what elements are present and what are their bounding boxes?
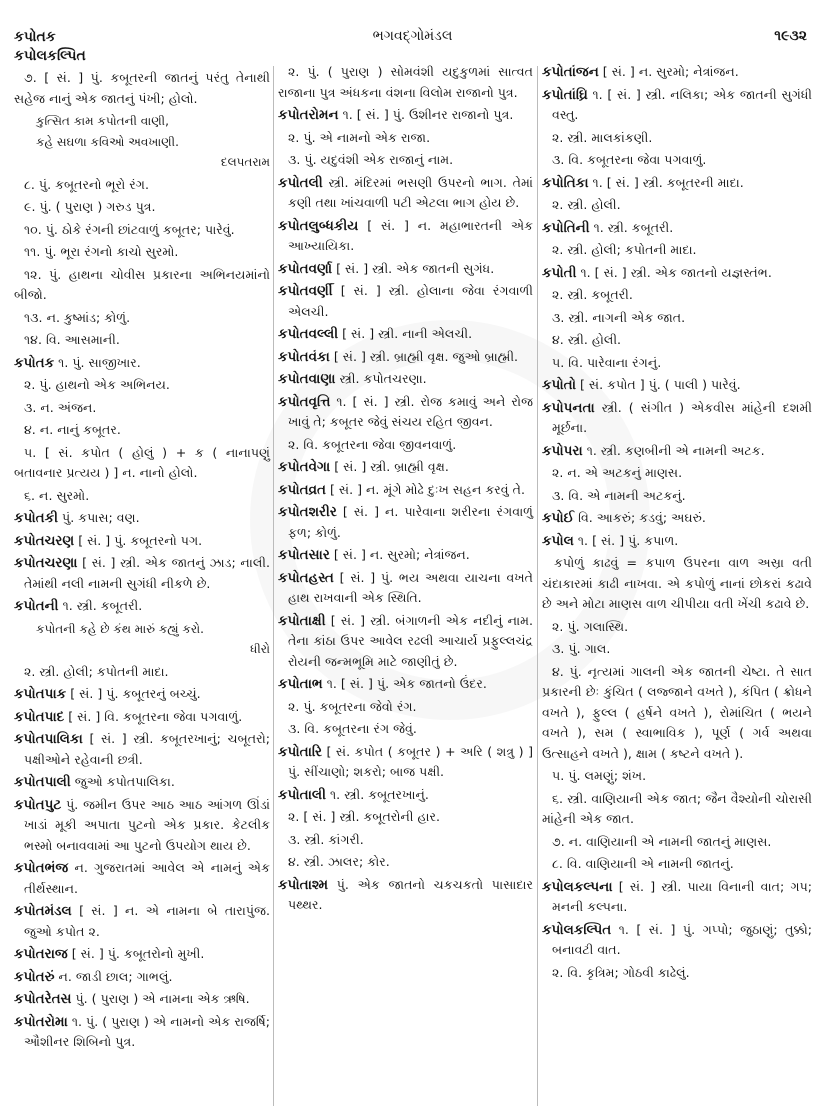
definition-text: [ સં. ] સ્ત્રી. બ્રાહ્મી વૃક્ષ. જુઓ બ્રાહ્મી. — [333, 348, 519, 364]
book-title: ભગવદ્ગોમંડલ — [372, 28, 453, 44]
entry-sense — [542, 150, 812, 171]
definition-text: [ સં. ] સ્ત્રી. બ્રાહ્મી વૃક્ષ. — [334, 459, 449, 474]
entry-sense — [542, 308, 812, 329]
headword: કપોતી — [542, 264, 577, 281]
column-1 — [14, 68, 270, 1055]
definition-text: ૧૧. પું. ભૂરા રંગનો કાચો સુરમો. — [24, 244, 179, 259]
entry-sense — [542, 639, 812, 660]
headword: કપોતવંકા — [278, 348, 330, 365]
dictionary-entry — [542, 173, 812, 194]
headword: કપોતપાલિકા — [14, 731, 83, 747]
entry-sense — [542, 963, 812, 984]
column-divider — [537, 66, 538, 1106]
dictionary-entry — [278, 674, 533, 695]
definition-text: સ્ત્રી. ( સંગીત ) એકવીસ માંહેની દશમી મૂર્છના. — [552, 399, 812, 435]
definition-text: ૨. વિ. કબૂતરના જેવા જીવનવાળું. — [288, 436, 457, 452]
headword: કપોલકલ્પિત — [542, 921, 612, 938]
definition-text: [ સં. ] સ્ત્રી. કબૂતરખાનું; ચબૂતરો; પક્ષીઓને રહેવાની છત્રી. — [24, 731, 270, 767]
definition-text: ૩. પું. યદુવંશી એક રાજાનું નામ. — [288, 152, 454, 167]
headword: કપોતવૃત્તિ — [278, 393, 331, 410]
entry-sense — [14, 486, 270, 507]
definition-text: પું. ( પુરાણ ) એ નામના એક ઋષિ. — [75, 991, 250, 1006]
definition-text: ૬. સ્ત્રી. વાણિયાની એક જાત; જૈન વૈશ્યોની ચોરાસી માંહેની એક જાત. — [542, 790, 812, 826]
definition-text: ૧. [ સં. ] પું. ઉશીનર રાજાનો પુત્ર. — [342, 107, 514, 122]
headword: કપોતવર્ણી — [278, 283, 333, 299]
dictionary-entry — [278, 568, 533, 609]
dictionary-entry — [542, 62, 812, 83]
headword: કપોતકી — [14, 510, 59, 526]
definition-text: [ સં. ] ન. સુરમો; નેત્રાંજન. — [602, 64, 739, 79]
definition-text: ૩. પું. ગાલ. — [552, 641, 611, 656]
definition-text: [ સં. ] વિ. કબૂતરના જેવા પગવાળું. — [68, 708, 243, 724]
definition-text: [ સં. ] સ્ત્રી. બંગાળની એક નદીનું નામ. તેના કાંઠા ઉપર આવેલ રઢલી આચાર્ય પ્રફુલ્લચંદ્ર રોયની જન્મભૂમિ માટે જાણીતું છે. — [288, 612, 533, 669]
entry-sense — [14, 175, 270, 196]
definition-text: [ સં. ] પું. કબૂતરનો પગ. — [78, 532, 203, 548]
entry-sense — [542, 128, 812, 149]
definition-text: ૭. [ સં. ] પું. કબૂતરની જાતનું પરંતુ તેનાથી સહેજ નાનું એક જાતનું પંખી; હોલો. — [14, 70, 270, 106]
definition-text: ૨. સ્ત્રી. માલકાંકણી. — [552, 129, 653, 145]
dictionary-entry — [278, 324, 533, 345]
headword: કપોતાશ્મ — [278, 876, 329, 893]
definition-text: પું. જમીન ઉપર આઠ આઠ આંગળ ઊંડાં ખાડાં મૂકી અપાતા પુટનો એક પ્રકાર. કેટલીક ભસ્મો બનાવવામાં આ પુટનો ઉપયોગ થાય છે. — [24, 796, 270, 853]
headword: કપોતો — [542, 377, 576, 393]
entry-sense — [14, 220, 270, 241]
column-3 — [542, 62, 812, 985]
entry-sense — [14, 68, 270, 109]
headword: કપોતની — [14, 598, 59, 614]
entry-sense — [542, 330, 812, 351]
headword: કપોતરું — [14, 968, 55, 985]
dictionary-entry — [14, 707, 270, 728]
headword: કપોઈ — [542, 510, 575, 526]
definition-text: [ સં. ] સ્ત્રી. એક જાતનું ઝાડ; નાલી. તેમાંથી નલી નામની સુગંધી નીકળે છે. — [24, 555, 271, 591]
definition-text: પું. કપાસ; વણ. — [62, 510, 140, 525]
entry-sense — [542, 353, 812, 374]
definition-text: પું. એક જાતનો ચકચકતો પાસાદાર પથ્થર. — [288, 876, 533, 912]
quotation-line: કહે સઘળા કવિઓ અવખાણી. — [36, 134, 179, 149]
guide-word-last: કપોલકલ્પિત — [14, 48, 86, 64]
definition-text: [ સં. કપોત ( કબૂતર ) + અરિ ( શત્રુ ) ] પું. સીંચાણો; શકરો; બાજ પક્ષી. — [288, 743, 533, 779]
entry-sense — [14, 443, 270, 484]
dictionary-entry — [14, 795, 270, 857]
definition-text: ૨. પું. ગલાસ્થિ. — [552, 618, 629, 634]
definition-text: ૨. પું. હાથનો એક અભિનય. — [24, 377, 170, 392]
definition-text: ૧. સ્ત્રી. કબૂતરી. — [62, 598, 143, 613]
dictionary-entry — [278, 611, 533, 673]
entry-sense — [14, 197, 270, 218]
entry-sense — [542, 617, 812, 638]
headword: કપોતરોમન — [278, 107, 339, 123]
definition-text: ૨. પું. કબૂતરના જેવો રંગ. — [288, 698, 417, 714]
definition-text: ૨. સ્ત્રી. હોલી. — [552, 197, 621, 212]
headword: કપોલકલ્પના — [542, 878, 613, 895]
entry-sense — [542, 832, 812, 853]
definition-text: ૧. [ સં. ] સ્ત્રી. રોજ કમાવું અને રોજ ખાવું તે; કબૂતર જેવું સંચય રહિત જીવન. — [288, 393, 533, 429]
dictionary-entry — [542, 398, 812, 439]
definition-text: ૨. સ્ત્રી. કબૂતરી. — [552, 287, 633, 302]
definition-text: ૨. પું. ( પુરાણ ) સોમવંશી યદુકુળમાં સાત્વત રાજાના પુત્ર અંધકના વંશના વિલોમ રાજાનો પુત્ર. — [278, 64, 533, 100]
definition-text: ૨. પું. એ નામનો એક રાજા. — [288, 129, 431, 145]
headword: કપોતિની — [542, 219, 590, 236]
headword: કપોતલી — [278, 174, 323, 191]
definition-text: ૪. પું. નૃત્યમાં ગાલની એક જાતની ચેષ્ટા. તે સાત પ્રકારની છેઃ કુંચિત ( લજ્જાને વખતે ), કંપિત ( ક્રોધને વખતે ), ફુલ્લ ( હર્ષને વખતે ), રોમાંચિત ( ભયને વખતે ), સમ ( સ્વાભાવિક ), પૂર્ણ ( ગર્વ અથવા ઉત્સાહને વખતે ), ક્ષામ ( કષ્ટને વખતે ). — [542, 663, 812, 761]
entry-sense — [542, 662, 812, 765]
entry-sense — [542, 766, 812, 787]
definition-text: ૧. [ સં. ] પું. એક જાતનો ઉંદર. — [326, 676, 487, 691]
headword: કપોતભંજ — [14, 860, 69, 876]
definition-text: ૪. સ્ત્રી. હોલી. — [552, 332, 622, 347]
dictionary-entry — [14, 989, 270, 1010]
dictionary-entry — [14, 1012, 270, 1053]
dictionary-entry — [14, 944, 270, 965]
entry-sense — [278, 128, 533, 149]
entry-sense — [14, 330, 270, 351]
headword: કપોતરોમા — [14, 1013, 68, 1030]
definition-text: ૧૩. ન. કુષ્માંડ; કોળું. — [24, 309, 131, 325]
guide-word-first: કપોતક — [14, 29, 56, 45]
entry-sense — [14, 375, 270, 396]
entry-sense — [542, 789, 812, 830]
dictionary-entry — [278, 281, 533, 322]
dictionary-entry — [542, 263, 812, 284]
entry-sense — [278, 62, 533, 103]
entry-sense — [542, 854, 812, 875]
definition-text: ૧. પું. ( પુરાણ ) એ નામનો એક રાજર્ષિ; ઔશીનર શિબિનો પુત્ર. — [24, 1013, 270, 1049]
dictionary-entry — [14, 596, 270, 617]
entry-sense — [542, 195, 812, 216]
dictionary-entry — [542, 85, 812, 126]
headword: કપોતારિ — [278, 743, 322, 760]
definition-text: ૧૪. વિ. આસમાની. — [24, 332, 120, 347]
headword: કપોતરાજ — [14, 946, 68, 962]
entry-sense — [14, 265, 270, 306]
definition-text: [ સં. ] સ્ત્રી. એક જાતની સુગંધ. — [336, 260, 495, 276]
definition-text: સ્ત્રી. મંદિરમાં ભસણી ઉપરનો ભાગ. તેમાં કણી તથા ખાંચવાળી પટી એટલા ભાગ હોય છે. — [288, 174, 533, 210]
entry-sense — [542, 463, 812, 484]
definition-text: ૪. સ્ત્રી. ઝાલર; કોર. — [288, 854, 390, 869]
definition-text: ૮. પું. કબૂતરનો ભૂરો રંગ. — [24, 176, 149, 192]
definition-text: ૧. [ સં. ] સ્ત્રી. નલિકા; એક જાતની સુગંધી વસ્તુ. — [552, 86, 812, 122]
column-2 — [278, 62, 533, 918]
dictionary-entry — [14, 684, 270, 705]
dictionary-entry — [542, 375, 812, 396]
headword: કપોતવ્રત — [278, 481, 326, 498]
definition-text: ૨. વિ. કૃત્રિમ; ગોઠવી કાઢેલું. — [552, 964, 690, 980]
headword: કપોતવલ્લી — [278, 326, 339, 342]
definition-text: ૬. ન. સુરમો. — [24, 487, 90, 503]
definition-text: ૭. ન. વાણિયાની એ નામની જાતનું માણસ. — [552, 833, 772, 849]
definition-text: [ સં. ] સ્ત્રી. હોલાના જેવા રંગવાળી એલચી. — [288, 283, 533, 319]
definition-text: વિ. આકરું; કડવું; અઘરું. — [578, 510, 706, 525]
headword: કપોતચરણા — [14, 555, 78, 571]
definition-text: ૧. [ સં. ] પું. કપાળ. — [577, 532, 679, 548]
definition-text: ૨. સ્ત્રી. હોલી; કપોતની માદા. — [24, 663, 169, 679]
definition-text: ૧. [ સં. ] પું. ગપ્પો; જુઠાણું; તુક્કો; બનાવટી વાત. — [552, 921, 812, 957]
headword: કપોતિકા — [542, 174, 589, 191]
headword: કપોતસાર — [278, 547, 330, 563]
headword: કપોતાક્ષી — [278, 612, 326, 629]
dictionary-entry — [278, 457, 533, 478]
headword: કપોતમંડલ — [14, 903, 72, 919]
dictionary-entry — [278, 173, 533, 214]
dictionary-entry — [278, 545, 533, 566]
definition-text: ૮. વિ. વાણિયાની એ નામની જાતનું. — [552, 856, 734, 871]
definition-text: ૫. વિ. પારેવાના રંગનું. — [552, 354, 662, 370]
dictionary-entry — [14, 531, 270, 552]
dictionary-entry — [14, 858, 270, 899]
definition-text: જુઓ કપોતપાલિકા. — [74, 774, 175, 789]
dictionary-entry — [542, 508, 812, 529]
definition-text: ન. જાડી છાલ; ગાભલું. — [58, 968, 173, 984]
headword: કપોતાભ — [278, 676, 323, 692]
definition-text: ૩. ન. અંજન. — [24, 399, 97, 415]
dictionary-entry — [278, 259, 533, 280]
dictionary-entry — [278, 105, 533, 126]
definition-text: [ સં. ] પું. કબૂતરોનો મુખી. — [71, 946, 205, 961]
headword: કપોતાંઘ્રિ — [542, 86, 588, 103]
definition-text: ૧. સ્ત્રી. કણબીની એ નામની અટક. — [586, 442, 765, 458]
entry-sense — [542, 553, 812, 615]
definition-text: [ સં. ] પું. કબૂતરનું બચ્ચું. — [70, 686, 201, 701]
definition-text: [ સં. ] ન. એ નામના બે તારાપુંજ. જુઓ કપોત ૨. — [24, 903, 270, 939]
headword: કપોલ — [542, 532, 574, 549]
dictionary-entry — [14, 553, 270, 594]
quotation-author: ધીરો — [250, 642, 270, 656]
dictionary-entry — [278, 392, 533, 433]
dictionary-entry — [542, 877, 812, 918]
headword: કપોતવર્ણા — [278, 260, 333, 277]
dictionary-entry — [14, 967, 270, 988]
headword: કપોતપાદ — [14, 708, 65, 725]
definition-text: ૨. [ સં. ] સ્ત્રી. કબૂતરોની હાર. — [288, 809, 441, 824]
entry-sense — [278, 150, 533, 171]
headword: કપોતરેતસ — [14, 991, 72, 1007]
headword: કપોતલુબ્ધકીય — [278, 217, 359, 234]
definition-text: ૧૦. પું. ઠોકે રંગની છાંટવાળું કબૂતર; પારેવું. — [24, 221, 235, 237]
definition-text: ૩. વિ. એ નામની અટકનું. — [552, 487, 686, 503]
dictionary-entry — [14, 772, 270, 793]
definition-text: ૫. [ સં. કપોત ( હોલું ) + ક ( નાનાપણું બતાવનાર પ્રત્યય ) ] ન. નાનો હોલો. — [14, 444, 270, 480]
definition-text: [ સં. ] સ્ત્રી. પાયા વિનાની વાત; ગપ; મનની કલ્પના. — [552, 878, 812, 914]
headword: કપોતહસ્ત — [278, 569, 334, 586]
definition-text: ન. ગુજરાતમાં આવેલ એ નામનું એક તીર્થસ્થાન. — [24, 860, 270, 896]
page-number: ૧૯૩૨ — [774, 28, 807, 44]
headword: કપોતાંજન — [542, 64, 599, 80]
definition-text: ૩. વિ. કબૂતરના રંગ જેવું. — [288, 721, 417, 736]
definition-text: ૨. સ્ત્રી. હોલી; કપોતની માદા. — [552, 242, 697, 257]
dictionary-entry — [278, 480, 533, 501]
entry-sense — [278, 830, 533, 851]
dictionary-entry — [278, 369, 533, 390]
definition-text: [ સં. ] સ્ત્રી. નાની એલચી. — [342, 326, 473, 341]
definition-text: ૧૨. પું. હાથના ચોવીસ પ્રકારના અભિનયમાંનો બીજો. — [14, 266, 270, 302]
dictionary-entry — [542, 218, 812, 239]
definition-text: ૫. પું. લમણું; શંખ. — [552, 768, 647, 783]
entry-sense — [278, 852, 533, 873]
entry-sense — [14, 398, 270, 419]
definition-text: [ સં. ] ન. મહાભારતની એક આખ્યાયિકા. — [288, 217, 533, 253]
entry-sense — [14, 420, 270, 441]
definition-text: સ્ત્રી. કપોતચરણા. — [339, 371, 427, 386]
dictionary-entry — [542, 531, 812, 552]
definition-text: [ સં. ] ન. મૂંગે મોઢે દુઃખ સહન કરવું તે. — [330, 481, 525, 497]
entry-sense — [14, 308, 270, 329]
dictionary-entry — [542, 441, 812, 462]
entry-sense — [14, 662, 270, 683]
definition-text: [ સં. ] ન. સુરમો; નેત્રાંજન. — [333, 547, 470, 562]
dictionary-entry — [278, 742, 533, 783]
definition-text: કપોળું કાઢવું = કપાળ ઉપરના વાળ અસ્રા વતી ચંદાકારમાં કાઢી નાખવા. એ કપોળું નાનાં છોકરાં કઢાવે છે અને મોટા માણસ વાળ ચીપીયા વતી ખેંચી કઢાવે છે. — [542, 555, 812, 611]
column-divider — [273, 66, 274, 1106]
headword: કપોતક — [14, 354, 55, 371]
entry-sense — [278, 719, 533, 740]
entry-sense — [14, 242, 270, 263]
dictionary-entry — [278, 347, 533, 368]
definition-text: [ સં. ] પું. ભય અથવા યાચના વખતે હાથ રાખવાની એક સ્થિતિ. — [288, 569, 533, 605]
dictionary-entry — [542, 920, 812, 961]
headword: કપોતપાલી — [14, 774, 71, 790]
dictionary-entry — [278, 502, 533, 543]
quotation-line: કપોતની કહે છે કંથ મારું કહ્યું કરો. — [36, 621, 204, 636]
definition-text: ૧. સ્ત્રી. કબૂતરખાનું. — [330, 786, 429, 802]
entry-sense — [278, 807, 533, 828]
entry-sense — [542, 240, 812, 261]
definition-text: ૯. પું. ( પુરાણ ) ગરુડ પુત્ર. — [24, 199, 156, 214]
headword: કપોપનતા — [542, 399, 595, 416]
definition-text: ૧. સ્ત્રી. કબૂતરી. — [593, 219, 674, 235]
headword: કપોતશરીર — [278, 504, 337, 520]
definition-text: ૨. ન. એ અટકનું માણસ. — [552, 465, 683, 480]
headword: કપોતપાક — [14, 686, 67, 702]
definition-text: ૩. સ્ત્રી. નાગની એક જાત. — [552, 309, 686, 325]
definition-text: ૧. [ સં. ] સ્ત્રી. એક જાતનો યજ્ઞસ્તંભ. — [580, 264, 772, 280]
entry-sense — [542, 486, 812, 507]
headword: કપોતપુટ — [14, 796, 62, 813]
dictionary-entry — [278, 785, 533, 806]
dictionary-entry — [278, 216, 533, 257]
headword: કપોતવાણા — [278, 371, 336, 387]
definition-text: ૧. પું. સાજીખાર. — [58, 354, 141, 370]
entry-sense — [542, 285, 812, 306]
dictionary-entry — [14, 353, 270, 374]
definition-text: ૩. વિ. કબૂતરના જેવા પગવાળું. — [552, 152, 707, 167]
headword: કપોપરા — [542, 442, 583, 459]
entry-sense — [278, 697, 533, 718]
dictionary-entry — [14, 901, 270, 942]
entry-sense — [278, 435, 533, 456]
definition-text: [ સં. ] ન. પારેવાના શરીરના રંગવાળું ફળ; કોળું. — [288, 504, 533, 540]
dictionary-entry — [14, 729, 270, 770]
dictionary-entry — [278, 875, 533, 916]
definition-text: [ સં. કપોત ] પું. ( પાલી ) પારેવું. — [580, 377, 741, 392]
headword: કપોતાલી — [278, 786, 326, 803]
definition-text: ૪. ન. નાનું કબૂતર. — [24, 422, 121, 437]
dictionary-entry — [14, 508, 270, 529]
headword: કપોતચરણ — [14, 532, 75, 549]
definition-text: ૩. સ્ત્રી. કાંગરી. — [288, 831, 364, 847]
definition-text: ૧. [ સં. ] સ્ત્રી. કબૂતરની માદા. — [592, 174, 744, 190]
headword: કપોતવેગા — [278, 459, 331, 475]
quotation-author: દલપતરામ — [220, 155, 270, 169]
quotation-line: કુત્સિત કામ કપોતની વાણી, — [36, 114, 169, 128]
